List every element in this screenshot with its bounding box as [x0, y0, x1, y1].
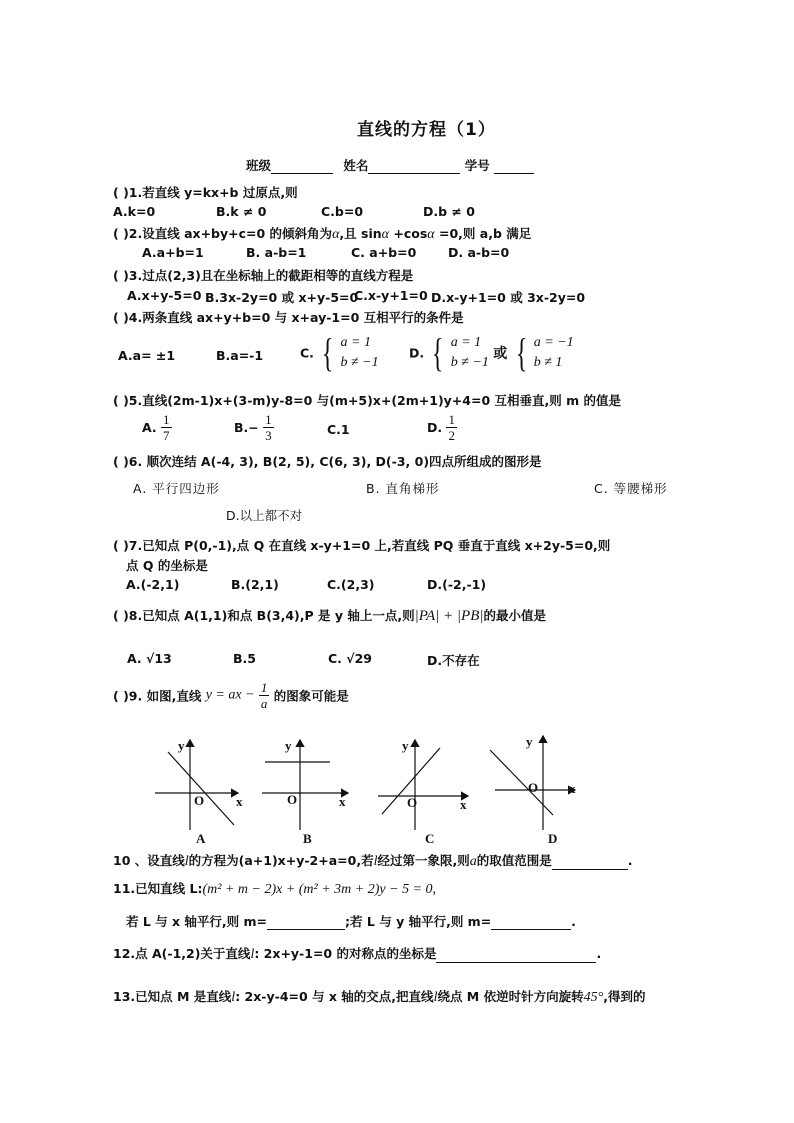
q6-option-b: B. 直角梯形	[366, 481, 440, 496]
id-blank[interactable]	[494, 173, 534, 174]
graph-a-y: y	[178, 738, 185, 753]
q5-option-c: C.1	[327, 422, 350, 437]
graph-b-label: B	[303, 831, 312, 846]
q12-end: .	[596, 946, 602, 961]
q11-blank-2[interactable]	[491, 929, 571, 930]
q1-option-b: B.k ≠ 0	[216, 204, 267, 219]
q13-text-d: ,得到的	[603, 989, 646, 1004]
graph-a-line	[168, 752, 234, 825]
q10-l: l	[184, 854, 189, 869]
q2-stem-c: +cos	[389, 226, 428, 241]
q6-option-d: D.以上都不对	[226, 508, 303, 523]
graph-a-label: A	[196, 831, 206, 846]
q6-option-a: A. 平行四边形	[133, 481, 220, 496]
q11-line2-b: ;若 L 与 y 轴平行,则 m=	[345, 914, 492, 929]
q13-angle: 45°	[583, 990, 604, 1005]
q2-stem	[113, 224, 531, 243]
name-blank[interactable]	[368, 173, 460, 174]
q7-stem-2: 点 Q 的坐标是	[126, 558, 208, 573]
q4-option-b: B.a=-1	[216, 348, 264, 363]
q2-option-d: D. a-b=0	[448, 245, 510, 260]
q4-or: 或	[493, 346, 508, 362]
graph-b-o: O	[287, 792, 298, 807]
q7-stem-1: ( )7.已知点 P(0,-1),点 Q 在直线 x-y+1=0 上,若直线 PQ 垂直于直线 x+2y-5=0,则	[113, 538, 611, 553]
q4-d1-row2: b ≠ −1	[450, 355, 489, 370]
graph-c-x: x	[460, 797, 467, 812]
q10-answer-blank[interactable]	[552, 869, 628, 870]
class-label: 班级	[246, 158, 272, 173]
q5-a-den: 7	[163, 428, 170, 443]
q5-stem: ( )5.直线(2m-1)x+(3-m)y-8=0 与(m+5)x+(2m+1)y+4=0 互相垂直,则 m 的值是	[113, 393, 621, 408]
q11-equation: (m² + m − 2)x + (m² + 3m + 2)y − 5 = 0,	[202, 882, 437, 897]
page-title: 直线的方程（1）	[357, 120, 496, 140]
graph-d-x: x	[569, 781, 576, 796]
q10-text-c: 经过第一象限,则	[377, 853, 470, 868]
graph-d-y: y	[526, 734, 533, 749]
q5-b-den: 3	[265, 428, 272, 443]
q4-option-c	[300, 330, 379, 375]
q9-eq-left: y = ax −	[205, 687, 255, 703]
q11-line1-a: 11.已知直线 L:	[113, 881, 203, 896]
q5-b-num: 1	[265, 412, 272, 427]
q4-option-a: A.a= ±1	[118, 348, 176, 363]
q4-d-system-1: { a = 1 b ≠ −1	[432, 330, 489, 375]
q4-d2-row1: a = −1	[533, 335, 574, 350]
q5-d-num: 1	[448, 412, 455, 427]
q12-l: l	[250, 947, 255, 962]
graph-d-label: D	[548, 831, 558, 846]
q7-option-d: D.(-2,-1)	[427, 577, 487, 592]
q5-d-den: 2	[448, 428, 455, 443]
q5-a-label: A.	[142, 420, 157, 435]
graph-b[interactable]	[262, 738, 348, 846]
q3-option-d: D.x-y+1=0 或 3x-2y=0	[431, 290, 586, 305]
q12	[113, 944, 601, 963]
q8-abs-expr: |PA| + |PB|	[414, 608, 484, 624]
q6-option-c: C. 等腰梯形	[594, 481, 668, 496]
q11-line-1	[113, 879, 436, 898]
q5-b-label: B.−	[234, 420, 259, 435]
id-label: 学号	[464, 158, 490, 173]
q7-option-a: A.(-2,1)	[126, 577, 180, 592]
graph-c-label: C	[425, 831, 435, 846]
q1-stem: ( )1.若直线 y=kx+b 过原点,则	[113, 185, 298, 200]
name-label: 姓名	[343, 158, 369, 173]
q13-l-2: l	[433, 990, 438, 1005]
q4-c-row1: a = 1	[340, 335, 371, 350]
q5-d-fraction	[446, 412, 457, 443]
q9-eq-num: 1	[260, 680, 268, 695]
q8-option-a: A. √13	[127, 651, 172, 666]
q2-option-c: C. a+b=0	[351, 245, 417, 260]
q5-a-num: 1	[163, 412, 170, 427]
q5-option-d	[427, 412, 457, 443]
q8-stem-b: 的最小值是	[483, 608, 546, 623]
q10-text-a: 10 、设直线	[113, 853, 185, 868]
q2-alpha-3: α	[427, 227, 435, 242]
q4-c-label: C.	[300, 345, 314, 361]
q8-stem	[113, 606, 546, 625]
q4-c-row2: b ≠ −1	[340, 355, 379, 370]
q4-option-d	[409, 330, 574, 375]
q9-eq-fraction	[259, 680, 270, 711]
q2-option-a: A.a+b=1	[142, 245, 204, 260]
q6-stem: ( )6. 顺次连结 A(-4, 3), B(2, 5), C(6, 3), D(-3, 0)四点所组成的图形是	[113, 454, 542, 469]
q13-text-c: 绕点 M 依逆时针方向旋转	[437, 989, 584, 1004]
q8-option-d: D.不存在	[427, 653, 480, 668]
q4-d-system-2: { a = −1 b ≠ 1	[515, 330, 574, 375]
graph-a-x: x	[236, 794, 243, 809]
q2-option-b: B. a-b=1	[246, 245, 307, 260]
q9-eq-den: a	[260, 696, 268, 711]
q11-blank-1[interactable]	[267, 929, 345, 930]
graph-a[interactable]	[155, 738, 243, 846]
graph-c[interactable]	[378, 738, 468, 846]
q9-stem	[113, 680, 349, 711]
q3-option-b: B.3x-2y=0 或 x+y-5=0	[205, 290, 359, 305]
q8-option-c: C. √29	[328, 651, 373, 666]
q7-option-c: C.(2,3)	[327, 577, 375, 592]
q8-option-b: B.5	[233, 651, 256, 666]
q2-alpha-2: α	[381, 227, 390, 242]
q12-text-b: : 2x+y-1=0 的对称点的坐标是	[254, 946, 437, 961]
q12-text-a: 12.点 A(-1,2)关于直线	[113, 946, 251, 961]
graph-b-y: y	[285, 738, 292, 753]
q11-line2-a: 若 L 与 x 轴平行,则 m=	[126, 914, 268, 929]
q7-option-b: B.(2,1)	[231, 577, 279, 592]
q12-answer-blank[interactable]	[436, 962, 596, 963]
q2-alpha: α	[332, 227, 340, 242]
q3-option-c: C.x-y+1=0	[354, 288, 428, 303]
q11-line-2	[126, 912, 576, 930]
q13-l: l	[231, 990, 236, 1005]
q10-text-d: 的取值范围是	[476, 853, 552, 868]
graph-a-o: O	[194, 793, 205, 808]
q13-text-a: 13.已知点 M 是直线	[113, 989, 232, 1004]
class-blank[interactable]	[271, 173, 333, 174]
q11-line2-end: .	[571, 914, 576, 929]
graph-c-y: y	[402, 738, 409, 753]
header-fields	[246, 156, 534, 174]
q4-c-system: { a = 1 b ≠ −1	[322, 330, 379, 375]
graph-d-o: O	[528, 780, 539, 795]
q2-stem-a: ( )2.设直线 ax+by+c=0 的倾斜角为	[113, 226, 333, 241]
q10-l-2: l	[373, 854, 378, 869]
q4-stem: ( )4.两条直线 ax+y+b=0 与 x+ay-1=0 互相平行的条件是	[113, 310, 464, 325]
q4-d-label: D.	[409, 345, 425, 361]
q5-d-label: D.	[427, 420, 443, 435]
q5-b-fraction	[263, 412, 274, 443]
graph-d[interactable]	[490, 734, 576, 846]
q1-option-c: C.b=0	[321, 204, 364, 219]
q9-stem-b: 的图象可能是	[273, 688, 349, 704]
graph-c-o: O	[407, 795, 418, 810]
q9-graphs	[150, 730, 590, 846]
q10-a: a	[469, 854, 477, 869]
q8-stem-a: ( )8.已知点 A(1,1)和点 B(3,4),P 是 y 轴上一点,则	[113, 608, 415, 623]
q10-text-b: 的方程为(a+1)x+y-2+a=0,若	[188, 853, 374, 868]
q9-stem-a: ( )9. 如图,直线	[113, 688, 202, 704]
q5-a-fraction	[161, 412, 172, 443]
q4-d1-row1: a = 1	[450, 335, 482, 350]
q2-stem-d: =0,则 a,b 满足	[434, 226, 532, 241]
q13-text-b: : 2x-y-4=0 与 x 轴的交点,把直线	[235, 989, 434, 1004]
graph-b-x: x	[339, 794, 346, 809]
q10	[113, 851, 632, 870]
q5-option-b	[234, 412, 274, 443]
q4-d2-row2: b ≠ 1	[533, 355, 563, 370]
q10-end: .	[627, 853, 633, 868]
q13	[113, 987, 645, 1006]
q3-stem: ( )3.过点(2,3)且在坐标轴上的截距相等的直线方程是	[113, 268, 414, 283]
q1-option-a: A.k=0	[113, 204, 156, 219]
q5-option-a	[142, 412, 172, 443]
q2-stem-b: ,且 sin	[339, 226, 382, 241]
q1-option-d: D.b ≠ 0	[423, 204, 475, 219]
q3-option-a: A.x+y-5=0	[127, 288, 202, 303]
